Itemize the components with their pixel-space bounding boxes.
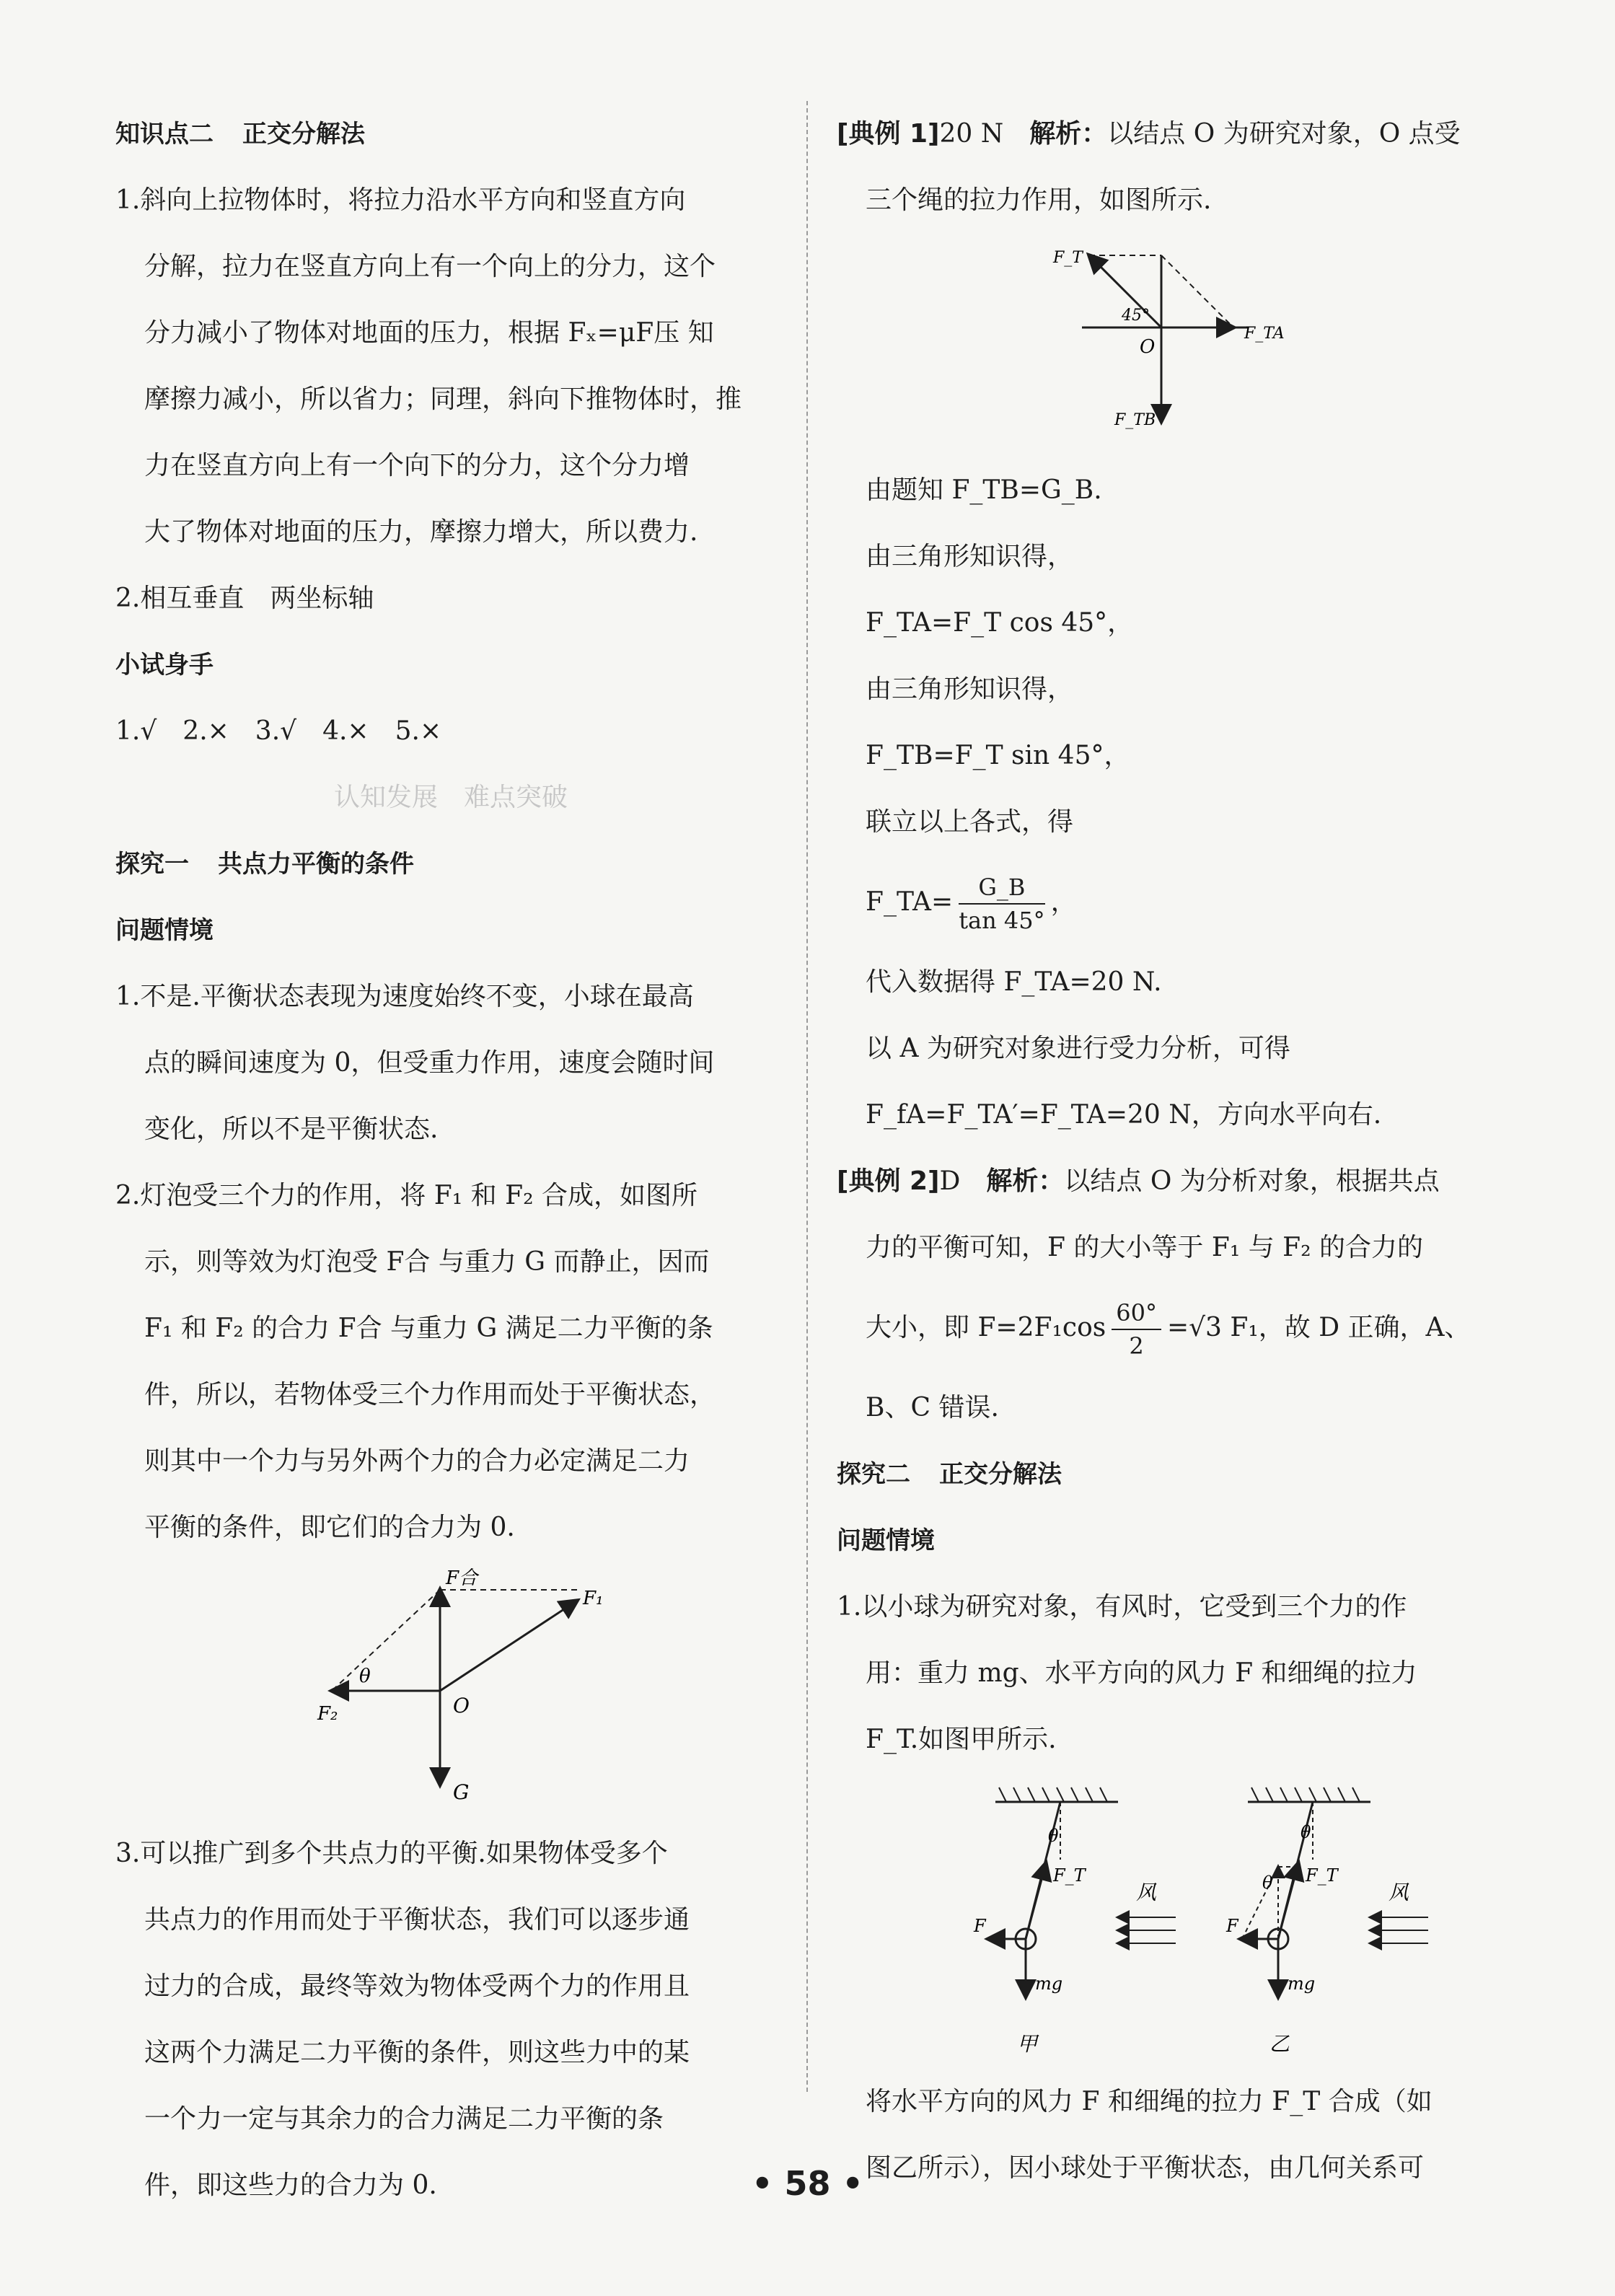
solution-step: F_fA=F_TA′=F_TA=20 N，方向水平向右. bbox=[866, 1100, 1382, 1130]
q2-line: 则其中一个力与另外两个力的合力必定满足二力 bbox=[144, 1446, 690, 1476]
q1-line: 点的瞬间速度为 0，但受重力作用，速度会随时间 bbox=[144, 1048, 715, 1078]
heading-knowledge-point-2: 知识点二 正交分解法 bbox=[115, 120, 365, 149]
quick-test-answers: 1.√ 2.× 3.√ 4.× 5.× bbox=[115, 716, 442, 746]
r1-line: 用：重力 mg、水平方向的风力 F 和细绳的拉力 bbox=[866, 1658, 1417, 1688]
label-ftb: F_TB bbox=[1114, 411, 1156, 429]
label-wind-jia: 风 bbox=[1136, 1881, 1157, 1904]
solution-step: 联立以上各式，得 bbox=[866, 807, 1074, 837]
para-2: 2.相互垂直 两坐标轴 bbox=[115, 584, 374, 613]
page-number: • 58 • bbox=[752, 2164, 863, 2203]
label-fta: F_TA bbox=[1244, 325, 1285, 343]
example-2-equation: 大小，即 F=2F₁cos $\frac{60^\circ}{2}$ =√3 F₁，故 D 正确，A、 bbox=[837, 1281, 1515, 1375]
q3-line: 过力的合成，最终等效为物体受两个力的作用且 bbox=[144, 1971, 690, 2001]
q3-line: 一个力一定与其余力的合力满足二力平衡的条 bbox=[144, 2104, 664, 2134]
r1-line: 1.以小球为研究对象，有风时，它受到三个力的作 bbox=[837, 1592, 1407, 1622]
q1-line: 变化，所以不是平衡状态. bbox=[144, 1114, 439, 1144]
para-1-line: 1.斜向上拉物体时，将拉力沿水平方向和竖直方向 bbox=[115, 185, 686, 215]
solution-step: 由三角形知识得， bbox=[866, 674, 1074, 704]
label-o: O bbox=[453, 1694, 470, 1717]
example-1-intro: [典例 1]20 N 解析：以结点 O 为研究对象，O 点受 bbox=[837, 119, 1461, 149]
r2-line: 图乙所示），因小球处于平衡状态，由几何关系可 bbox=[866, 2153, 1425, 2183]
solution-step: 由题知 F_TB=G_B. bbox=[866, 475, 1102, 505]
right-column bbox=[837, 101, 1515, 2202]
example-2-line: 力的平衡可知，F 的大小等于 F₁ 与 F₂ 的合力的 bbox=[866, 1233, 1424, 1262]
label-f2: F₂ bbox=[317, 1703, 338, 1725]
section-banner: 认知发展 难点突破 bbox=[333, 783, 568, 812]
label-jia: 甲 bbox=[1017, 2032, 1038, 2056]
r1-line: F_T.如图甲所示. bbox=[866, 1725, 1057, 1754]
label-g: G bbox=[453, 1780, 470, 1804]
heading-problem-context: 问题情境 bbox=[837, 1526, 935, 1555]
pendulum-diagrams bbox=[837, 1780, 1515, 2062]
heading-explore-1: 探究一 共点力平衡的条件 bbox=[115, 850, 414, 879]
label-ft: F_T bbox=[1053, 249, 1083, 267]
para-1-line: 分解，拉力在竖直方向上有一个向上的分力，这个 bbox=[144, 252, 716, 281]
q1-line: 1.不是.平衡状态表现为速度始终不变，小球在最高 bbox=[115, 982, 694, 1011]
column-divider bbox=[806, 101, 808, 2092]
left-column bbox=[115, 101, 786, 2219]
r2-line: 将水平方向的风力 F 和细绳的拉力 F_T 合成（如 bbox=[866, 2087, 1433, 2116]
q2-line: 件，所以，若物体受三个力作用而处于平衡状态， bbox=[144, 1380, 716, 1409]
q3-line: 共点力的作用而处于平衡状态，我们可以逐步通 bbox=[144, 1905, 690, 1935]
solution-step: F_TB=F_T sin 45°， bbox=[866, 741, 1130, 770]
fraction-equation: F_TA= $\frac{G\_B}{\tan 45^\circ}$ ， bbox=[837, 855, 1515, 949]
solution-step: F_TA=F_T cos 45°， bbox=[866, 608, 1134, 638]
para-1-line: 力在竖直方向上有一个向下的分力，这个分力增 bbox=[144, 451, 690, 480]
label-f-he: F合 bbox=[446, 1568, 478, 1589]
example-2-intro: [典例 2]D 解析：以结点 O 为分析对象，根据共点 bbox=[837, 1166, 1440, 1196]
q3-line: 件，即这些力的合力为 0. bbox=[144, 2170, 437, 2200]
heading-explore-2: 探究二 正交分解法 bbox=[837, 1460, 1062, 1489]
force-diagram-2 bbox=[837, 241, 1515, 450]
label-wind-yi: 风 bbox=[1389, 1881, 1409, 1904]
para-1-line: 大了物体对地面的压力，摩擦力增大，所以费力. bbox=[144, 517, 698, 547]
force-diagram-1 bbox=[115, 1568, 786, 1813]
example-2-line: B、C 错误. bbox=[866, 1393, 999, 1422]
q2-line: 2.灯泡受三个力的作用，将 F₁ 和 F₂ 合成，如图所 bbox=[115, 1181, 698, 1210]
label-mg-yi: mg bbox=[1288, 1974, 1316, 1994]
label-mg-jia: mg bbox=[1035, 1974, 1063, 1994]
q3-line: 这两个力满足二力平衡的条件，则这些力中的某 bbox=[144, 2038, 690, 2067]
solution-step: 由三角形知识得， bbox=[866, 542, 1074, 571]
example-1-cont: 三个绳的拉力作用，如图所示. bbox=[866, 185, 1212, 215]
label-ft-yi: F_T bbox=[1306, 1865, 1338, 1886]
solution-step: 代入数据得 F_TA=20 N. bbox=[866, 967, 1162, 997]
q2-line: F₁ 和 F₂ 的合力 F合 与重力 G 满足二力平衡的条 bbox=[144, 1314, 713, 1343]
label-theta-yi: θ bbox=[1301, 1822, 1311, 1842]
label-o: O bbox=[1140, 336, 1156, 358]
label-yi: 乙 bbox=[1269, 2032, 1290, 2056]
label-theta-yi-2: θ bbox=[1262, 1873, 1273, 1893]
label-f-jia: F bbox=[974, 1916, 986, 1936]
label-theta-jia: θ bbox=[1048, 1826, 1059, 1846]
q2-line: 平衡的条件，即它们的合力为 0. bbox=[144, 1513, 515, 1542]
label-f-yi: F bbox=[1226, 1916, 1238, 1936]
q2-line: 示，则等效为灯泡受 F合 与重力 G 而静止，因而 bbox=[144, 1247, 710, 1277]
label-angle: 45° bbox=[1122, 307, 1150, 325]
solution-step: 以 A 为研究对象进行受力分析，可得 bbox=[866, 1034, 1290, 1063]
label-ft-jia: F_T bbox=[1053, 1865, 1086, 1886]
label-theta: θ bbox=[359, 1666, 371, 1687]
para-1-line: 摩擦力减小，所以省力；同理，斜向下推物体时，推 bbox=[144, 384, 742, 414]
q3-line: 3.可以推广到多个共点力的平衡.如果物体受多个 bbox=[115, 1839, 668, 1868]
para-1-line: 分力减小了物体对地面的压力，根据 Fₓ=μF压 知 bbox=[144, 318, 714, 348]
heading-quick-test: 小试身手 bbox=[115, 651, 214, 679]
heading-problem-context: 问题情境 bbox=[115, 916, 214, 945]
label-f1: F₁ bbox=[583, 1588, 604, 1609]
